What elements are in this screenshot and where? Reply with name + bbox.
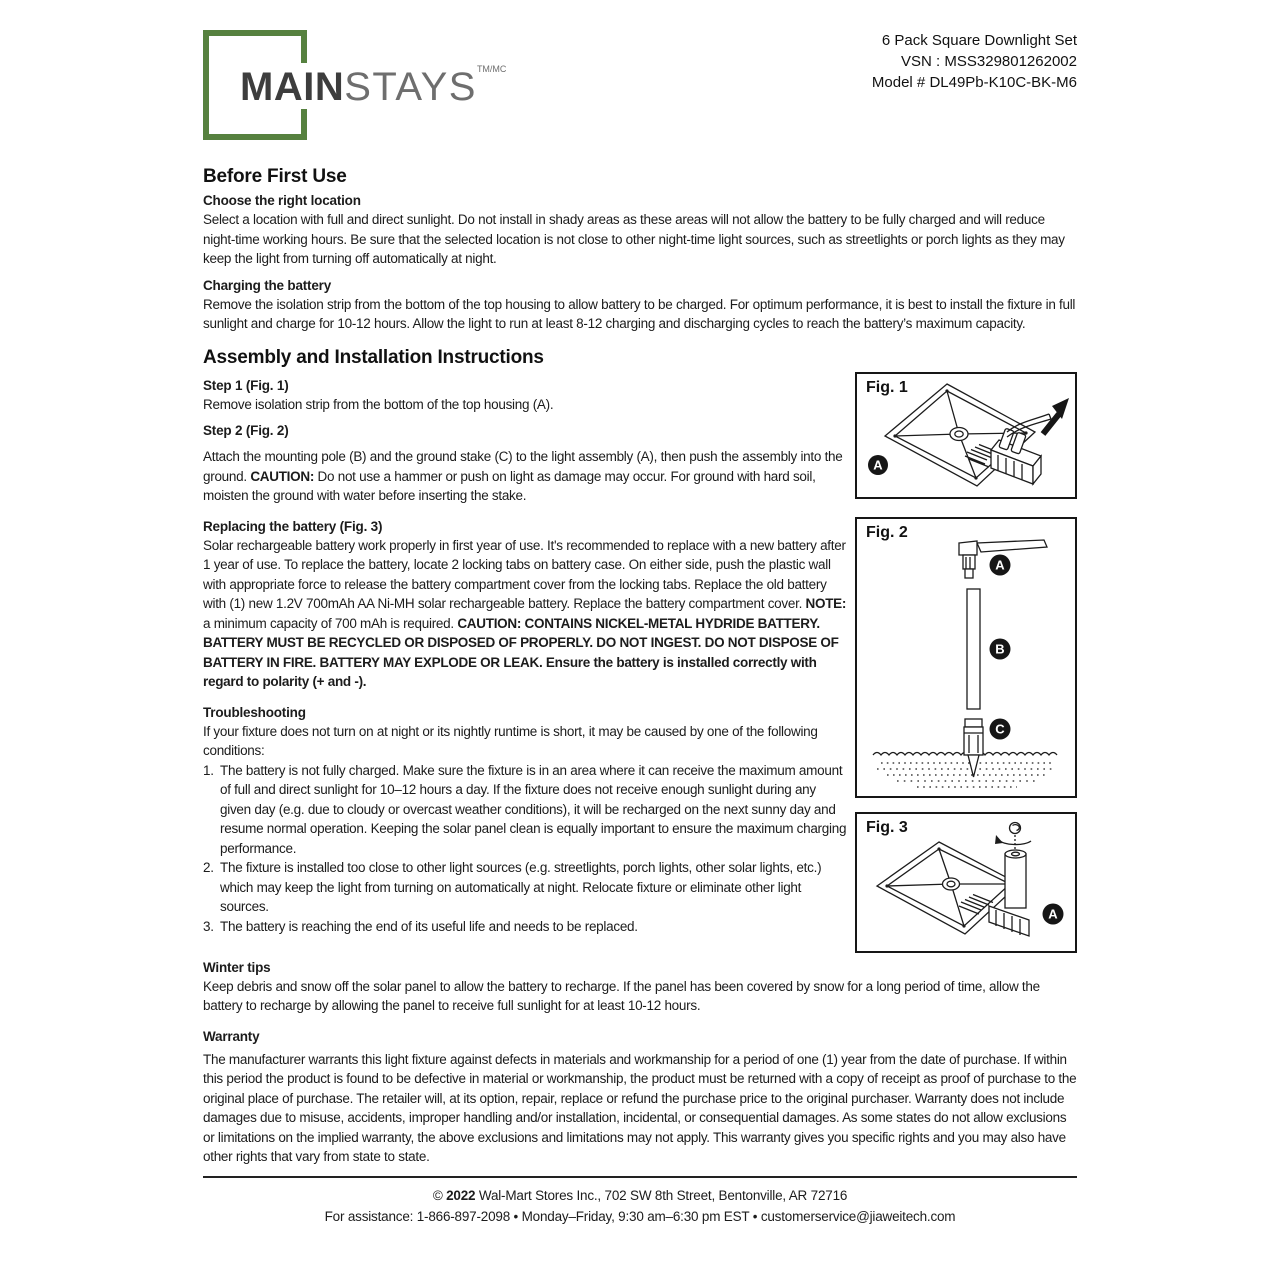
product-info — [872, 28, 1077, 93]
troubleshooting-item-2 — [203, 858, 848, 917]
logo-trademark: TM/MC — [476, 64, 507, 74]
footer-assistance-line: For assistance: 1-866-897-2098 • Monday–Friday, 9:30 am–6:30 pm EST • customerservice@jiaweitech.com — [324, 1208, 956, 1224]
step2-heading: Step 2 (Fig. 2) — [203, 423, 289, 438]
callout-a-badge — [990, 554, 1011, 575]
brand-logo — [203, 28, 507, 140]
assembly-band — [203, 371, 1077, 953]
callout-a-badge — [1043, 903, 1064, 924]
figure-2-box — [855, 517, 1077, 798]
callout-c-badge — [990, 718, 1011, 739]
troubleshooting-item-3 — [203, 917, 848, 937]
logo-wordmark-main: MAIN — [240, 65, 345, 109]
step2-paragraph: Attach the mounting pole (B) and the ground stake (C) to the light assembly (A), then push the assembly into the ground. CAUTION: Do not use a hammer or push on light as damage may occur. For ground with hard soil, moisten the ground with water before inserting the stake. — [203, 449, 843, 503]
before-first-use-title: Before First Use — [203, 166, 347, 187]
warranty-heading: Warranty — [203, 1028, 260, 1044]
footer-divider — [203, 1176, 1077, 1178]
callout-a-badge — [868, 455, 888, 475]
product-vsn: VSN : MSS329801262002 — [901, 53, 1077, 70]
pull-arrow-icon — [1043, 398, 1069, 434]
logo-wordmark-rest: STAYS — [344, 65, 477, 109]
choose-location-heading: Choose the right location — [203, 193, 361, 208]
svg-text:A: A — [873, 457, 883, 472]
product-title: 6 Pack Square Downlight Set — [881, 32, 1077, 49]
replacing-battery-paragraph: Solar rechargeable battery work properly in first year of use. It's recommended to replace with a new battery after 1 year of use. To replace the battery, locate 2 locking tabs on battery case. On either side, push the plastic wall with appropriate force to release the battery compartment cover from the locking tabs. Replace the old battery with (1) new 1.2V 700mAh AA Ni-MH solar rechargeable battery. Replace the battery compartment cover. NOTE: a minimum capacity of 700 mAh is required. CAUTION: CONTAINS NICKEL-METAL HYDRIDE BATTERY. BATTERY MUST BE RECYCLED OR DISPOSED OF PROPERLY. DO NOT INGEST. DO NOT DISPOSE OF BATTERY IN FIRE. BATTERY MAY EXPLODE OR LEAK. Ensure the battery is installed correctly with regard to polarity (+ and -). — [203, 537, 847, 689]
troubleshooting-heading: Troubleshooting — [203, 704, 306, 720]
item-text: The battery is not fully charged. Make sure the fixture is in an area where it can receive the maximum amount of full and direct sunlight for 10–12 hours a day. If the fixture does not receive enough sunlight during any given day (e.g. due to cloudy or overcast weather conditions), it will be recharged on the next sunny day and resume normal operation. Keeping the solar panel clean is equally important to ensure the maximum charging performance. — [220, 762, 847, 856]
figure-1-label: Fig. 1 — [866, 378, 908, 396]
ground-stake — [964, 719, 983, 777]
footer — [203, 1185, 1077, 1227]
footer-copyright-line: © 2022 Wal-Mart Stores Inc., 702 SW 8th Street, Bentonville, AR 72716 — [432, 1187, 848, 1203]
figure-3-box — [855, 812, 1077, 953]
figure-1-box — [855, 372, 1077, 499]
figure-3-label: Fig. 3 — [866, 818, 908, 836]
rotation-arrow-icon — [995, 835, 1031, 845]
callout-b-badge — [990, 638, 1011, 659]
mounting-pole — [967, 589, 980, 709]
product-model: Model # DL49Pb-K10C-BK-M6 — [871, 74, 1077, 91]
header — [203, 28, 1077, 146]
ground-soil — [873, 752, 1057, 787]
charging-battery-heading: Charging the battery — [203, 277, 332, 293]
assembly-text-column — [203, 371, 848, 953]
item-text: The fixture is installed too close to other light sources (e.g. streetlights, porch lights, other solar lights, etc.) which may keep the light from turning on automatically at night. Relocate fixture or eliminate other light sources. — [220, 860, 822, 914]
svg-text:C: C — [995, 721, 1005, 736]
battery-compartment — [989, 906, 1029, 936]
charging-battery-paragraph: Remove the isolation strip from the bottom of the top housing to allow battery to be charged. For optimum performance, it is best to install the fixture in full sunlight and charge for 10-12 hours. Allow the light to run at least 8-12 charging and discharging cycles to reach the battery’s maximum capacity. — [203, 296, 1076, 331]
svg-text:A: A — [1048, 906, 1058, 921]
figure-2-label: Fig. 2 — [866, 523, 908, 541]
battery-cylinder — [1005, 850, 1026, 908]
svg-text:A: A — [995, 557, 1005, 572]
warranty-paragraph: The manufacturer warrants this light fixture against defects in materials and workmanship for a period of one (1) year from the date of purchase. If within this period the product is found to be defective in material or workmanship, the product must be returned with a copy of receipt as proof of purchase to the original place of purchase. The retailer will, at its option, repair, replace or refund the purchase price to the original purchaser. Warranty does not include damages due to misuse, accidents, improper handling and/or installation, incidental, or consequential damages. As some states do not allow exclusions or limitations on the implied warranty, the above exclusions and limitations may not apply. This warranty gives you specific rights and you may also have other rights that vary from state to state. — [203, 1051, 1077, 1164]
winter-tips-heading: Winter tips — [203, 959, 271, 975]
svg-text:B: B — [995, 641, 1005, 656]
step1-heading: Step 1 (Fig. 1) — [203, 377, 289, 393]
item-text: The battery is reaching the end of its useful life and needs to be replaced. — [220, 918, 638, 934]
logo-wordmark — [237, 63, 509, 109]
figures-column — [855, 371, 1077, 953]
figure-2-diagram — [857, 519, 1075, 796]
item-number: 2. — [203, 860, 214, 875]
choose-location-paragraph: Select a location with full and direct sunlight. Do not install in shady areas as these areas will not allow the battery to be fully charged and will reduce night-time working hours. Be sure that the selected location is not close to other night-time light sources, such as streetlights or porch lights as they may keep the light from turning off automatically at night. — [203, 212, 1065, 266]
replacing-battery-heading: Replacing the battery (Fig. 3) — [203, 518, 383, 534]
item-number: 1. — [203, 762, 214, 778]
assembly-title: Assembly and Installation Instructions — [203, 346, 544, 368]
step1-paragraph: Remove isolation strip from the bottom of the top housing (A). — [203, 396, 554, 412]
winter-tips-paragraph: Keep debris and snow off the solar panel to allow the battery to recharge. If the panel has been covered by snow for a long period of time, allow the battery to recharge by allowing the panel to receive full sunlight for at least 10-12 hours. — [203, 978, 1040, 1013]
troubleshooting-item-1 — [203, 761, 848, 859]
item-number: 3. — [203, 918, 214, 934]
troubleshooting-intro: If your fixture does not turn on at night or its nightly runtime is short, it may be caused by one of the following conditions: — [203, 723, 818, 758]
